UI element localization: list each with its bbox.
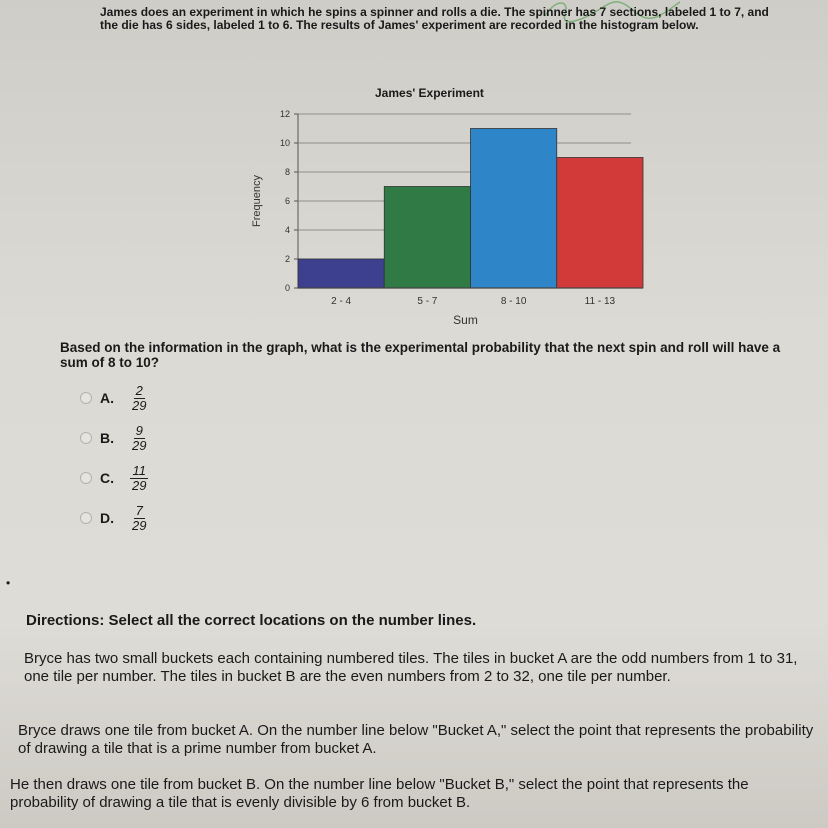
histogram-chart [240,80,660,340]
y-tick-label: 4 [284,225,290,235]
option-fraction [130,384,148,413]
bar-2 [384,187,470,289]
denominator: 29 [132,517,147,533]
radio-a[interactable] [80,392,92,404]
radio-c[interactable] [80,472,92,484]
option-d[interactable] [80,498,148,538]
denominator: 29 [132,477,147,493]
option-letter: B. [100,430,114,446]
chart-svg [240,80,660,340]
y-tick-label: 6 [284,196,290,206]
paragraph-buckets: Bryce has two small buckets each containing numbered tiles. The tiles in bucket A are the odd numbers from 1 to 31, one tile per number. The tiles in bucket B are the even numbers from 2 to 32, one tile per number. [24,650,798,685]
x-tick-label: 2 - 4 [331,296,352,307]
radio-b[interactable] [80,432,92,444]
intro-text: James does an experiment in which he spins a spinner and rolls a die. The spinner has 7 sections, labeled 1 to 7, and the die has 6 sides, labeled 1 to 6. The results of James' experiment are recorded in the histogram below. [100,5,769,32]
option-a[interactable] [80,378,148,418]
y-tick-label: 8 [284,167,290,177]
option-fraction [130,504,148,533]
x-tick-label: 11 - 13 [584,296,616,307]
numerator: 2 [135,382,143,398]
y-tick-label: 12 [279,109,290,119]
numerator: 9 [135,422,143,438]
bar-4 [557,158,643,289]
y-tick-label: 10 [279,138,290,148]
option-fraction [130,464,148,493]
bullet-dot: • [6,576,11,590]
x-tick-label: 5 - 7 [417,296,438,307]
question-text: Based on the information in the graph, what is the experimental probability that the next spin and roll will have a sum of 8 to 10? [60,340,781,370]
y-tick-label: 0 [284,283,290,293]
option-letter: C. [100,470,114,486]
numerator: 11 [132,462,146,478]
option-letter: D. [100,510,114,526]
option-c[interactable] [80,458,148,498]
option-letter: A. [100,390,114,406]
directions-text: Directions: Select all the correct locations on the number lines. [26,612,477,629]
paragraph-bucket-a: Bryce draws one tile from bucket A. On the number line below "Bucket A," select the point that represents the probability of drawing a tile that is a prime number from bucket A. [18,722,814,757]
bar-1 [298,259,384,288]
x-axis-label: Sum [453,313,478,327]
numerator: 7 [135,502,143,518]
bar-3 [471,129,557,289]
paragraph-bucket-b: He then draws one tile from bucket B. On the number line below "Bucket B," select the point that represents the probability of drawing a tile that is evenly divisible by 6 from bucket B. [10,776,749,811]
option-b[interactable] [80,418,148,458]
denominator: 29 [132,437,147,453]
chart-title: James' Experiment [375,86,484,100]
y-axis-label: Frequency [251,175,263,227]
radio-d[interactable] [80,512,92,524]
x-tick-label: 8 - 10 [500,296,527,307]
answer-options [80,378,148,538]
denominator: 29 [132,397,147,413]
option-fraction [130,424,148,453]
y-tick-label: 2 [284,254,290,264]
